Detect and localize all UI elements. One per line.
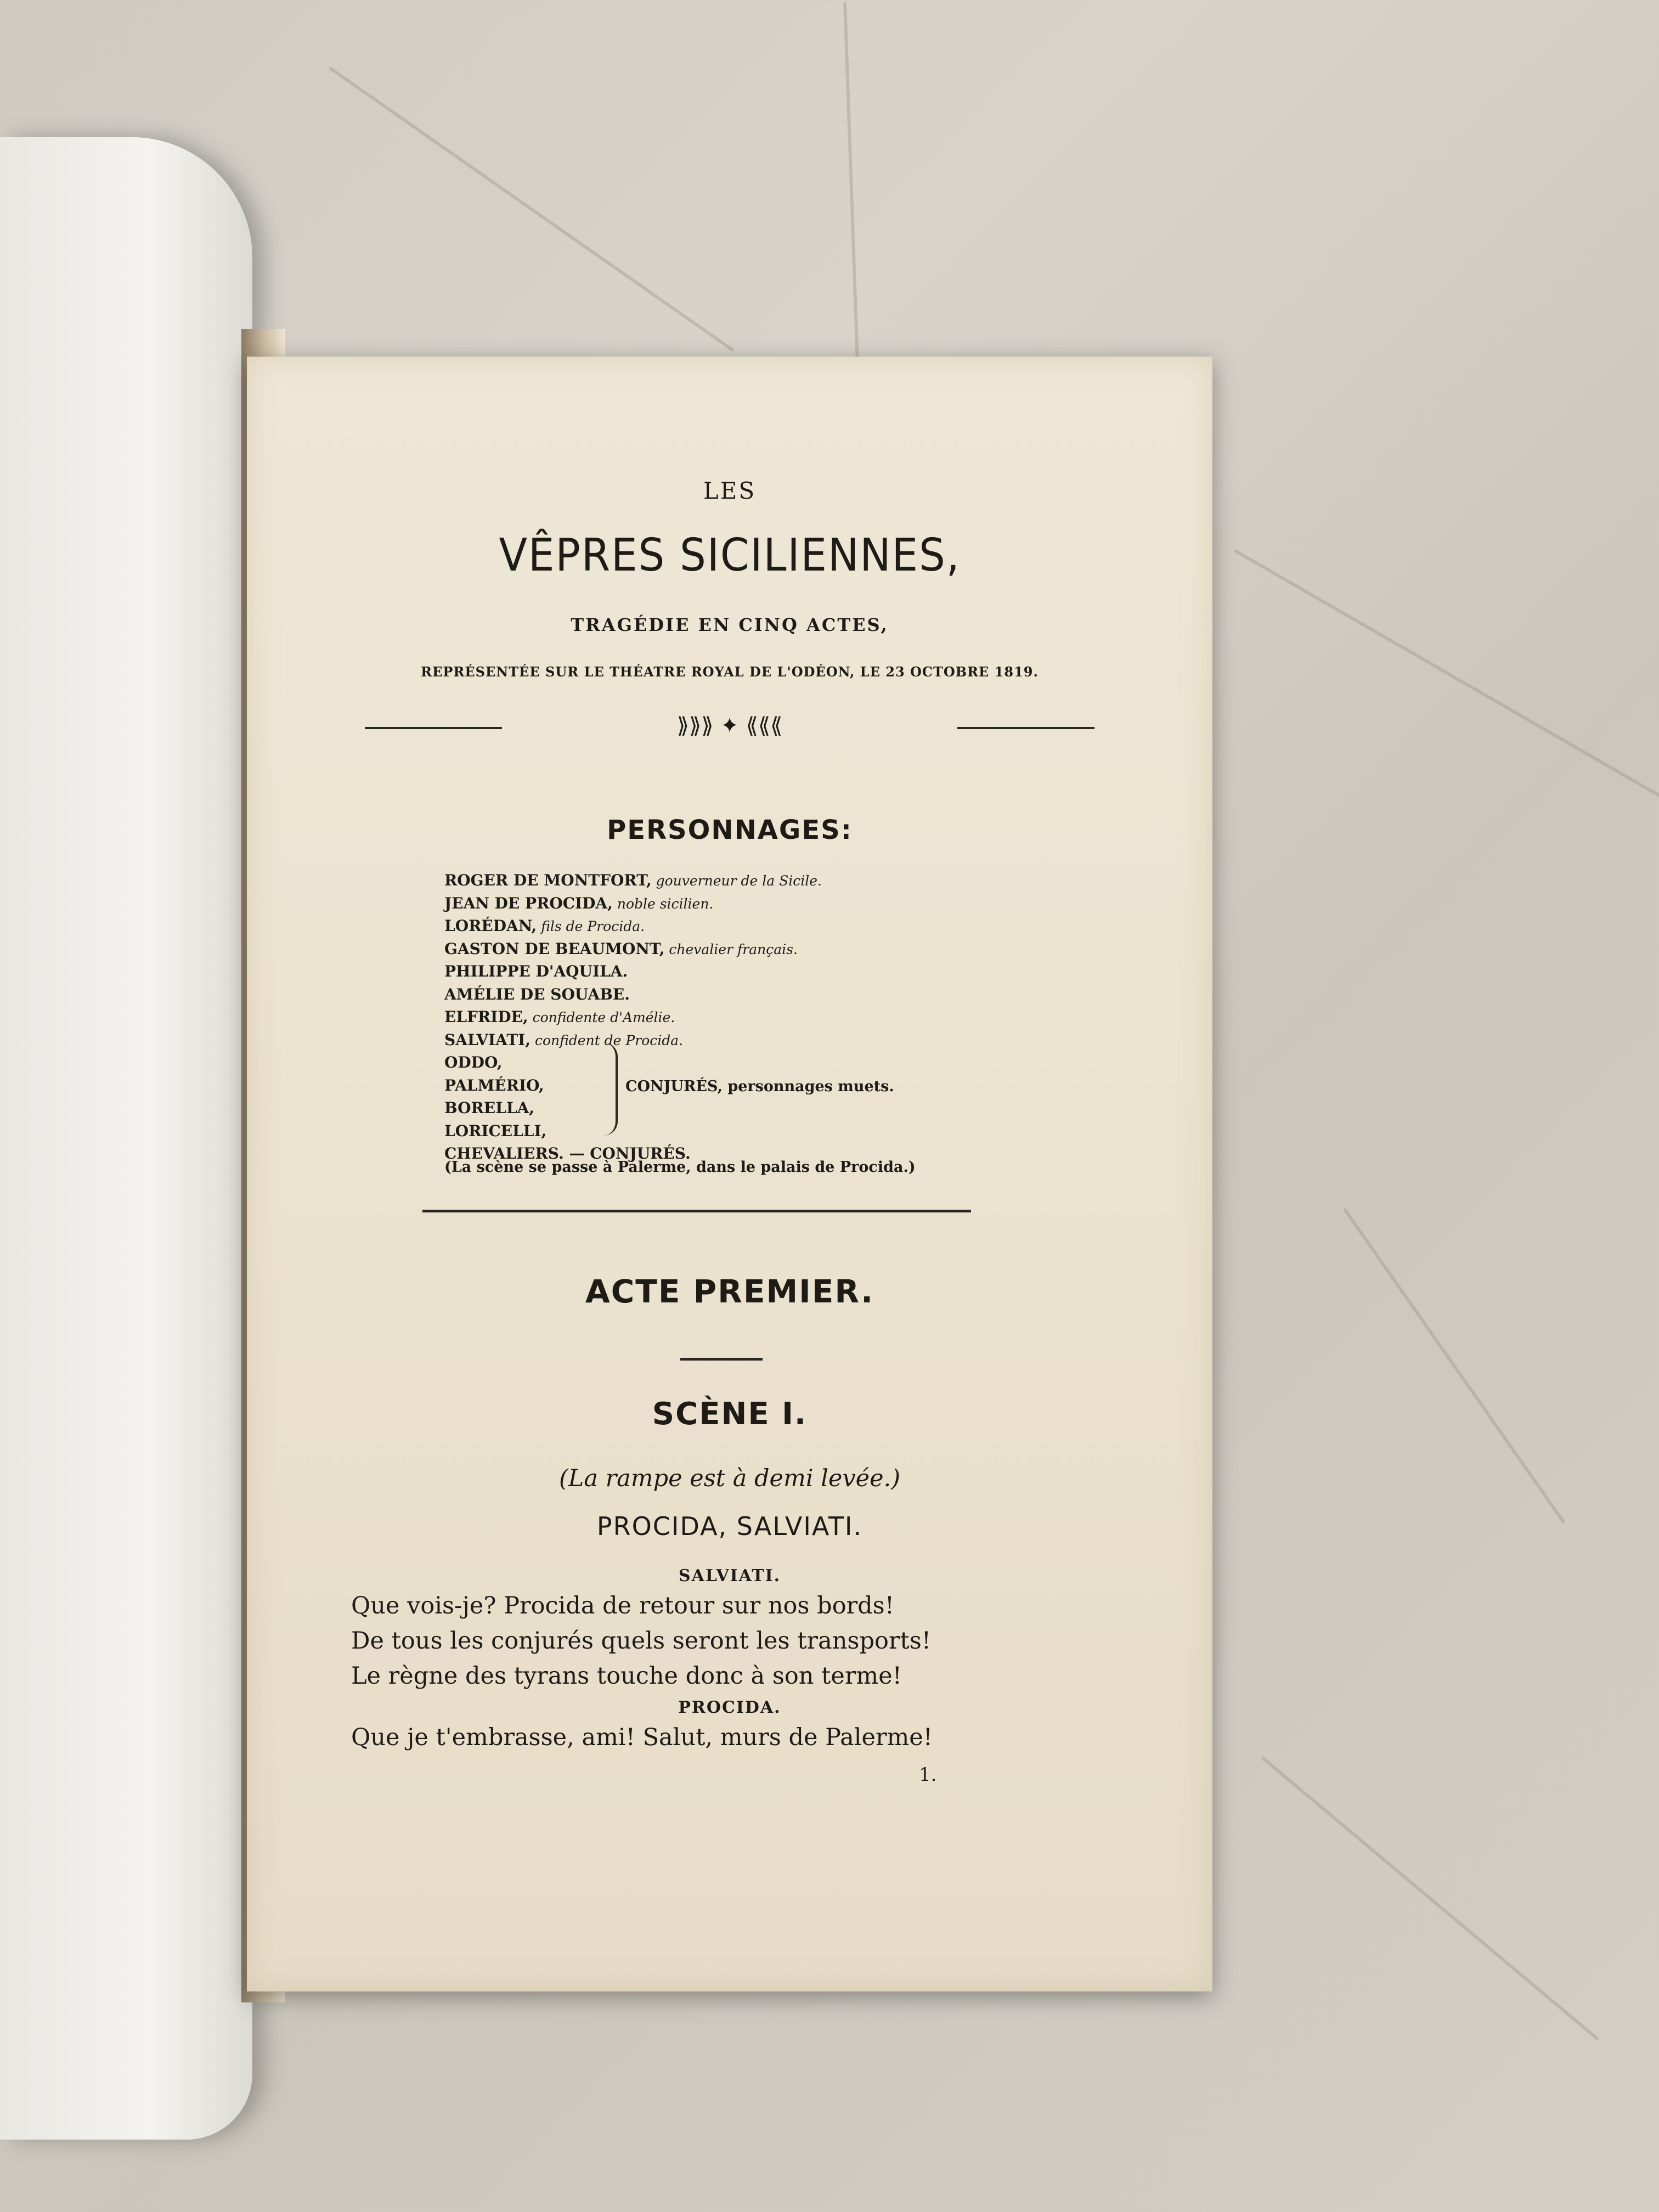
cast-entry: ROGER DE MONTFORT, gouverneur de la Sicile. — [444, 871, 822, 889]
characters-on-stage: PROCIDA, SALVIATI. — [596, 1511, 863, 1541]
title-main: VÊPRES SICILIENNES, — [499, 529, 961, 582]
cast-entry: PALMÉRIO, — [444, 1076, 544, 1094]
title-performance-note: REPRÉSENTÉE SUR LE THÉATRE ROYAL DE L'ODÉON, LE 23 OCTOBRE 1819. — [421, 664, 1039, 680]
title-line-les: LES — [703, 477, 757, 504]
verse-block — [351, 1720, 933, 1755]
cast-entry: SALVIATI, confident de Procida. — [444, 1030, 684, 1049]
cast-entry: ODDO, — [444, 1053, 503, 1071]
verse-line: Le règne des tyrans touche donc à son terme! — [351, 1662, 902, 1690]
marble-vein — [1234, 549, 1659, 798]
marble-vein — [1261, 1756, 1599, 2041]
cast-entry: GASTON DE BEAUMONT, chevalier français. — [444, 939, 798, 958]
verse-line: De tous les conjurés quels seront les transports! — [351, 1627, 932, 1655]
cast-entry: LORICELLI, — [444, 1121, 547, 1140]
conspirators-note: CONJURÉS, personnages muets. — [625, 1078, 894, 1095]
cast-entry: BORELLA, — [444, 1099, 535, 1117]
cast-entry: ELFRIDE, confidente d'Amélie. — [444, 1008, 675, 1026]
act-rule — [680, 1358, 763, 1361]
signature-mark: 1. — [919, 1764, 937, 1786]
stage-direction: (La rampe est à demi levée.) — [558, 1465, 900, 1492]
cast-entry: CHEVALIERS. — CONJURÉS. — [444, 1144, 691, 1163]
act-heading: ACTE PREMIER. — [585, 1273, 874, 1310]
marble-vein — [328, 66, 735, 352]
conspirators-bracket — [603, 1042, 618, 1136]
verse-line: Que je t'embrasse, ami! Salut, murs de Palerme! — [351, 1724, 933, 1751]
cast-entry: JEAN DE PROCIDA, noble sicilien. — [444, 894, 714, 912]
section-rule — [422, 1210, 971, 1212]
left-page — [0, 137, 252, 2140]
setting-note: (La scène se passe à Palerme, dans le palais de Procida.) — [444, 1159, 916, 1176]
speaker-salviati: SALVIATI. — [678, 1566, 781, 1585]
cast-entry: PHILIPPE D'AQUILA. — [444, 962, 628, 980]
verse-line: Que vois-je? Procida de retour sur nos bords! — [351, 1592, 895, 1620]
cast-list — [444, 870, 822, 1166]
book-page — [247, 357, 1212, 1991]
cast-entry: AMÉLIE DE SOUABE. — [444, 985, 630, 1003]
speaker-procida: PROCIDA. — [678, 1698, 781, 1717]
ornament: ⟫⟫⟫ ✦ ⟪⟪⟪ — [676, 713, 783, 738]
marble-vein — [1343, 1207, 1566, 1524]
ornament-rule-right — [957, 727, 1094, 729]
cast-entry: LORÉDAN, fils de Procida. — [444, 917, 645, 935]
personnages-heading: PERSONNAGES: — [607, 815, 853, 845]
verse-block — [351, 1588, 931, 1694]
title-subtitle: TRAGÉDIE EN CINQ ACTES, — [571, 614, 889, 635]
scene-heading: SCÈNE I. — [652, 1396, 808, 1432]
marble-vein — [843, 2, 860, 386]
